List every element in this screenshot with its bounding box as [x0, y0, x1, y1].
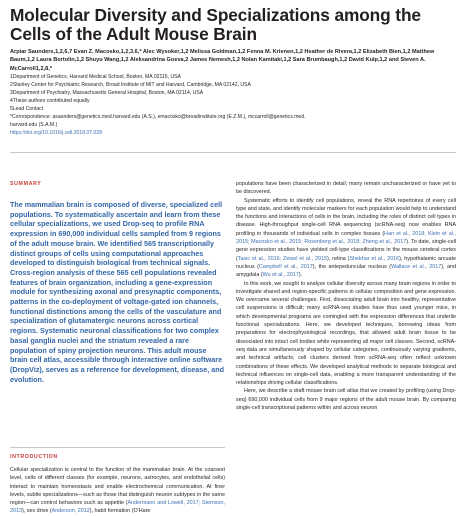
correspondence-line-2: harvard.edu (S.A.M.) [10, 121, 58, 128]
article-title: Molecular Diversity and Specializations among the Cells of the Adult Mouse Brain [10, 5, 421, 44]
citation-link[interactable]: Andermann and Lowell, 2017; Sternson, 2013 [10, 500, 225, 515]
citation-link[interactable]: Anderson, 2012 [51, 508, 90, 515]
p2-text-e: ), the antepeduncular nucleus ( [312, 263, 392, 270]
affiliation-2: 2Stanley Center for Psychiatric Research, Broad Institute of MIT and Harvard, Cambridge, MA 02142, USA [10, 81, 251, 88]
p2-text-d: ), hypothalamic arcuate nucleus ( [236, 255, 456, 270]
doi-link[interactable]: https://doi.org/10.1016/j.cell.2018.07.028 [10, 129, 103, 136]
summary-heading: SUMMARY [10, 181, 42, 187]
affiliation-5: 5Lead Contact [10, 105, 44, 112]
citation-link[interactable]: Han et al., 2018; Klein et al., 2015; Macosko et al., 2015; Rosenberg et al., 2018; Zheng et al., 2017 [236, 230, 456, 246]
summary-divider [10, 447, 225, 448]
introduction-heading: INTRODUCTION [10, 454, 58, 460]
introduction-section [10, 453, 225, 516]
affiliation-3: 3Department of Psychiatry, Massachusetts General Hospital, Boston, MA 02114, USA [10, 89, 204, 96]
p2-text-b: ). To date, single-cell gene expression studies have yielded cell-type classifications in the mouse cerebral cortex ( [236, 239, 456, 262]
intro-text-mid: ), sex drive ( [22, 508, 52, 515]
paragraph-1: populations have been characterized in detail; many remain uncharacterized or have yet to be discovered. [236, 181, 456, 196]
summary-section [10, 180, 225, 384]
p2-text-f: ), and amygdala ( [236, 263, 456, 279]
intro-text-start: Cellular specialization is central to the function of the mammalian brain. At the coarsest level, cells of different classes (for example, neurons, astrocytes, and endothelial cells) interact to maintain homeostasis and enable electrochemical communication. At finer levels, subtle specializations—such as those that distinguish neuron subtypes in the same region—can control behaviors such as appetite ( [10, 467, 225, 507]
paragraph-3: In this work, we sought to analyze cellular diversity across many brain regions in order to investigate shared and region-specific patterns in cellular composition and gene expression. We overcame several challenges. First, dissociating adult brain into healthy, representative cell suspensions is difficult; many scRNA-seq studies have thus used younger mice, in which developmental programs are comingled with the expression differences that underlie functional specializations. Here, we developed techniques, borrowing ideas from preparations for electrophysiological recordings, that allowed adult brain tissue to be dissociated into intact cell bodies while representing all major cell classes. Second, scRNA-seq data are simultaneously shaped by cellular categories, continuously varying gradients, and technical artifacts; cell clusters derived from scRNA-seq often reflect unknown combinations of these effects. We developed analytical methods to separate biological and technical influences on single-cell data, enabling a more transparent understanding of the relationships driving cellular classifications. [236, 280, 456, 387]
affiliation-1: 1Department of Genetics, Harvard Medical School, Boston, MA 02115, USA [10, 74, 181, 80]
correspondence-line-1: *Correspondence: asaunders@genetics.med.harvard.edu (A.S.), emacosko@broadinstitute.org (E.Z.M.), mccarroll@genetics.med. [10, 114, 306, 120]
introduction-text [10, 466, 225, 516]
p2-text-c: ), retina ( [326, 255, 350, 262]
citation-link[interactable]: Tasic et al., 2016; Zeisel et al., 2015 [237, 255, 327, 262]
intro-paragraph [10, 466, 225, 516]
paragraph-4: Here, we describe a draft mouse brain cell atlas that we created by profiling (using Drop-seq) 690,000 individual cells from 9 major regions of the adult mouse brain. By comparing single-cell transcriptional patterns within and across neuron [236, 388, 456, 412]
summary-text: The mammalian brain is composed of diverse, specialized cell populations. To systematically ascertain and learn from these cellular specializations, we used Drop-seq to profile RNA expression in 690,000 individual cells sampled from 9 regions of the adult mouse brain. We identified 565 transcriptionally distinct groups of cells using computational approaches developed to distinguish biological from technical signals. Cross-region analysis of these 565 cell populations revealed features of brain organization, including a gene-expression module for synthesizing axonal and presynaptic components, patterns in the co-deployment of voltage-gated ion channels, functional distinctions among the cells of the vasculature and specialization of glutamatergic neurons across cortical regions. Systematic neuronal classifications for two complex basal ganglia nuclei and the striatum revealed a rare population of spiny projection neurons. This adult mouse brain cell atlas, accessible through interactive online software (DropViz), serves as a reference for development, disease, and evolution. [10, 200, 224, 384]
paragraph-2 [236, 197, 456, 280]
correspondence [10, 114, 455, 138]
author-list: Arpiar Saunders,1,2,6,7 Evan Z. Macosko,1,2,3,6,* Alec Wysoker,1,2 Melissa Goldman,1,2 Fenna M. Krienen,1,2 Heather de Rivera,1,2 Elizabeth Bien,1,2 Matthew Baum,1,2 Laura Bortolin,1,2 Shuyu Wang,1,2 Aleksandrina Goeva,2 James Nemesh,1,2 Nolan Kamitaki,1,2 Sara Brumbaugh,1,2 David Kulp,1,2 and Steven A. McCarroll1,2,8,* [10, 49, 435, 72]
p2-text-a: Systematic efforts to identify cell populations, reveal the RNA repertoires of every cell type and state, and identify molecular markers for each population would help to understand the functions and interactions of cells in the brain, including the roles of distinct cell types in disease. High-throughput single-cell RNA sequencing (scRNA-seq) now enables RNA profiling in thousands of individual cells in complex tissues ( [236, 197, 456, 237]
citation-link[interactable]: Campbell et al., 2017 [258, 263, 313, 270]
right-column [236, 180, 456, 412]
affiliation-4: 4These authors contributed equally [10, 97, 90, 104]
header-divider [10, 152, 456, 153]
intro-text-end: ), habit formation (O'Hare [89, 508, 151, 515]
p2-text-g: ). [298, 272, 303, 279]
affiliations [10, 74, 450, 114]
citation-link[interactable]: Shekhar et al., 2016 [349, 255, 400, 262]
citation-link[interactable]: Wallace et al., 2017 [391, 263, 442, 270]
citation-link[interactable]: Wu et al., 2017 [262, 272, 299, 279]
